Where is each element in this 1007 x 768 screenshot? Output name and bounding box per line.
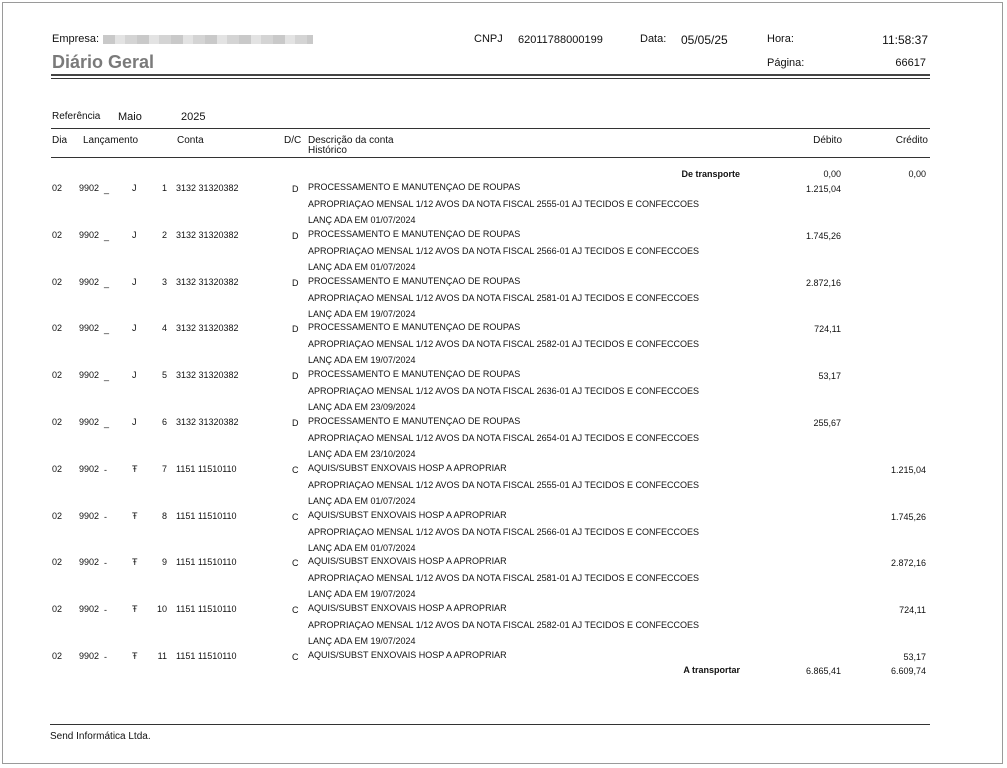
- entry-dia: 02: [52, 277, 63, 287]
- entry-credito: 2.872,16: [890, 558, 926, 568]
- entry-lancamento: 9902: [79, 277, 100, 287]
- col-descricao: Descrição da conta: [308, 135, 394, 146]
- col-debito: Débito: [813, 135, 842, 146]
- entry-dc: D: [292, 184, 299, 194]
- entry-historico-line2: LANÇ ADA EM 01/07/2024: [308, 262, 416, 272]
- entry-credito: 724,11: [899, 605, 926, 615]
- footer-rule: [50, 724, 930, 725]
- header-rule-top: [51, 74, 930, 76]
- entry-descricao: PROCESSAMENTO E MANUTENÇAO DE ROUPAS: [308, 369, 521, 379]
- entry-debito: 255,67: [813, 418, 841, 428]
- entry-dia: 02: [52, 557, 63, 567]
- entry-descricao: PROCESSAMENTO E MANUTENÇAO DE ROUPAS: [308, 276, 521, 286]
- entry-debito: 724,11: [814, 324, 841, 334]
- entry-lancamento-dash: _: [104, 278, 110, 288]
- entry-seq: 4: [161, 323, 167, 333]
- entry-historico-line1: APROPRIAÇAO MENSAL 1/12 AVOS DA NOTA FISCAL 2636-01 AJ TECIDOS E CONFECCOES: [308, 386, 699, 396]
- entry-conta: 1151 11510110: [176, 557, 237, 567]
- entry-dia: 02: [52, 370, 63, 380]
- col-lancamento: Lançamento: [83, 135, 139, 146]
- entry-dc: D: [292, 278, 299, 288]
- col-conta: Conta: [177, 135, 204, 146]
- entry-dia: 02: [52, 323, 63, 333]
- entry-seq: 1: [161, 183, 167, 193]
- a-transportar-label: A transportar: [683, 665, 740, 675]
- referencia-year: 2025: [181, 111, 206, 123]
- a-transportar-debito: 6.865,41: [805, 666, 841, 676]
- entry-descricao: AQUIS/SUBST ENXOVAIS HOSP A APROPRIAR: [308, 650, 507, 660]
- entry-conta: 1151 11510110: [176, 511, 237, 521]
- entry-mark: Ŧ: [132, 604, 138, 614]
- entry-descricao: AQUIS/SUBST ENXOVAIS HOSP A APROPRIAR: [308, 463, 507, 473]
- entry-mark: J: [132, 370, 137, 380]
- entry-mark: J: [132, 230, 137, 240]
- table-head-rule-bottom: [51, 157, 930, 158]
- entry-historico-line1: APROPRIAÇAO MENSAL 1/12 AVOS DA NOTA FISCAL 2581-01 AJ TECIDOS E CONFECCOES: [308, 293, 699, 303]
- entry-lancamento: 9902: [79, 230, 100, 240]
- entry-dia: 02: [52, 511, 63, 521]
- entry-lancamento-dash: _: [104, 324, 110, 334]
- entry-lancamento-dash: -: [104, 465, 107, 475]
- entry-lancamento: 9902: [79, 183, 100, 193]
- entry-credito: 1.215,04: [890, 465, 926, 475]
- entry-lancamento: 9902: [79, 464, 100, 474]
- entry-seq: 10: [156, 604, 167, 614]
- data-label: Data:: [640, 33, 667, 45]
- entry-descricao: AQUIS/SUBST ENXOVAIS HOSP A APROPRIAR: [308, 603, 507, 613]
- entry-lancamento-dash: _: [104, 231, 110, 241]
- entry-credito: 1.745,26: [890, 512, 926, 522]
- de-transporte-debito: 0,00: [823, 169, 841, 179]
- entry-historico-line1: APROPRIAÇAO MENSAL 1/12 AVOS DA NOTA FISCAL 2566-01 AJ TECIDOS E CONFECCOES: [308, 527, 699, 537]
- entry-dc: C: [292, 465, 299, 475]
- entry-seq: 2: [161, 230, 167, 240]
- pagina-value: 66617: [895, 57, 926, 69]
- hora-label: Hora:: [767, 33, 794, 45]
- entry-lancamento: 9902: [79, 323, 100, 333]
- entry-seq: 5: [161, 370, 167, 380]
- entry-lancamento-dash: _: [104, 371, 110, 381]
- entry-historico-line2: LANÇ ADA EM 01/07/2024: [308, 496, 416, 506]
- entry-dc: C: [292, 605, 299, 615]
- entry-lancamento-dash: -: [104, 652, 107, 662]
- col-dia: Dia: [52, 135, 68, 146]
- entry-mark: J: [132, 417, 137, 427]
- entry-historico-line2: LANÇ ADA EM 01/07/2024: [308, 543, 416, 553]
- entry-lancamento: 9902: [79, 370, 100, 380]
- entry-debito: 2.872,16: [805, 278, 841, 288]
- entry-historico-line2: LANÇ ADA EM 23/09/2024: [308, 402, 416, 412]
- cnpj-label: CNPJ: [474, 33, 503, 45]
- entry-conta: 3132 31320382: [176, 417, 239, 427]
- entry-dia: 02: [52, 417, 63, 427]
- entry-lancamento-dash: -: [104, 605, 107, 615]
- page-title: Diário Geral: [52, 52, 155, 72]
- entry-descricao: PROCESSAMENTO E MANUTENÇAO DE ROUPAS: [308, 229, 521, 239]
- entry-historico-line1: APROPRIAÇAO MENSAL 1/12 AVOS DA NOTA FISCAL 2555-01 AJ TECIDOS E CONFECCOES: [308, 199, 699, 209]
- header-rule-bottom: [51, 78, 930, 79]
- entry-historico-line1: APROPRIAÇAO MENSAL 1/12 AVOS DA NOTA FISCAL 2582-01 AJ TECIDOS E CONFECCOES: [308, 339, 699, 349]
- entry-historico-line2: LANÇ ADA EM 23/10/2024: [308, 449, 416, 459]
- entry-descricao: PROCESSAMENTO E MANUTENÇAO DE ROUPAS: [308, 416, 521, 426]
- col-credito: Crédito: [895, 135, 928, 146]
- entry-historico-line1: APROPRIAÇAO MENSAL 1/12 AVOS DA NOTA FISCAL 2555-01 AJ TECIDOS E CONFECCOES: [308, 480, 699, 490]
- entry-dc: D: [292, 418, 299, 428]
- entry-historico-line1: APROPRIAÇAO MENSAL 1/12 AVOS DA NOTA FISCAL 2582-01 AJ TECIDOS E CONFECCOES: [308, 620, 699, 630]
- col-historico: Histórico: [308, 145, 347, 156]
- hora-value: 11:58:37: [882, 33, 928, 47]
- entry-dc: D: [292, 231, 299, 241]
- entry-conta: 3132 31320382: [176, 230, 239, 240]
- entry-lancamento-dash: _: [104, 184, 110, 194]
- entry-seq: 7: [161, 464, 167, 474]
- report-page: [2, 2, 1003, 764]
- entry-credito: 53,17: [903, 652, 926, 662]
- empresa-name-redacted: [103, 35, 313, 44]
- entry-lancamento-dash: -: [104, 558, 107, 568]
- entry-debito: 1.215,04: [805, 184, 841, 194]
- entry-seq: 8: [161, 511, 167, 521]
- entry-historico-line1: APROPRIAÇAO MENSAL 1/12 AVOS DA NOTA FISCAL 2581-01 AJ TECIDOS E CONFECCOES: [308, 573, 699, 583]
- entry-historico-line2: LANÇ ADA EM 19/07/2024: [308, 355, 416, 365]
- entry-lancamento: 9902: [79, 557, 100, 567]
- de-transporte-label: De transporte: [681, 169, 740, 179]
- a-transportar-credito: 6.609,74: [890, 666, 926, 676]
- entry-dia: 02: [52, 604, 63, 614]
- entry-conta: 1151 11510110: [176, 604, 237, 614]
- entry-historico-line1: APROPRIAÇAO MENSAL 1/12 AVOS DA NOTA FISCAL 2566-01 AJ TECIDOS E CONFECCOES: [308, 246, 699, 256]
- entry-seq: 3: [161, 277, 167, 287]
- referencia-month: Maio: [118, 111, 142, 123]
- entry-dc: D: [292, 371, 299, 381]
- entry-historico-line2: LANÇ ADA EM 19/07/2024: [308, 636, 416, 646]
- entry-mark: Ŧ: [132, 651, 138, 661]
- entry-dc: C: [292, 512, 299, 522]
- pagina-label: Página:: [767, 57, 805, 69]
- entry-descricao: AQUIS/SUBST ENXOVAIS HOSP A APROPRIAR: [308, 510, 507, 520]
- entry-mark: Ŧ: [132, 464, 138, 474]
- entry-dc: D: [292, 324, 299, 334]
- entry-conta: 1151 11510110: [176, 464, 237, 474]
- entry-dc: C: [292, 652, 299, 662]
- entry-descricao: PROCESSAMENTO E MANUTENÇAO DE ROUPAS: [308, 182, 521, 192]
- entry-lancamento-dash: _: [104, 418, 110, 428]
- entry-mark: J: [132, 323, 137, 333]
- entry-historico-line2: LANÇ ADA EM 19/07/2024: [308, 589, 416, 599]
- entry-seq: 6: [161, 417, 167, 427]
- entry-conta: 3132 31320382: [176, 183, 239, 193]
- entry-mark: Ŧ: [132, 511, 138, 521]
- entry-mark: J: [132, 183, 137, 193]
- entry-conta: 3132 31320382: [176, 277, 239, 287]
- entry-historico-line2: LANÇ ADA EM 19/07/2024: [308, 309, 416, 319]
- entry-debito: 53,17: [818, 371, 841, 381]
- entry-historico-line2: LANÇ ADA EM 01/07/2024: [308, 215, 416, 225]
- entry-dia: 02: [52, 651, 63, 661]
- entry-descricao: AQUIS/SUBST ENXOVAIS HOSP A APROPRIAR: [308, 556, 507, 566]
- entry-lancamento: 9902: [79, 651, 100, 661]
- entry-conta: 3132 31320382: [176, 370, 239, 380]
- data-value: 05/05/25: [681, 33, 728, 47]
- entry-dia: 02: [52, 183, 63, 193]
- referencia-label: Referência: [52, 111, 101, 122]
- entry-debito: 1.745,26: [805, 231, 841, 241]
- entry-historico-line1: APROPRIAÇAO MENSAL 1/12 AVOS DA NOTA FISCAL 2654-01 AJ TECIDOS E CONFECCOES: [308, 433, 699, 443]
- entry-conta: 3132 31320382: [176, 323, 239, 333]
- entry-mark: Ŧ: [132, 557, 138, 567]
- empresa-label: Empresa:: [52, 33, 100, 45]
- entry-lancamento-dash: -: [104, 512, 107, 522]
- entry-lancamento: 9902: [79, 604, 100, 614]
- entry-seq: 11: [157, 651, 167, 661]
- col-dc: D/C: [284, 135, 302, 146]
- entry-conta: 1151 11510110: [176, 651, 237, 661]
- entry-dc: C: [292, 558, 299, 568]
- entry-dia: 02: [52, 464, 63, 474]
- entry-seq: 9: [161, 557, 167, 567]
- entry-lancamento: 9902: [79, 417, 100, 427]
- entry-descricao: PROCESSAMENTO E MANUTENÇAO DE ROUPAS: [308, 322, 521, 332]
- entry-mark: J: [132, 277, 137, 287]
- table-head-rule-top: [51, 128, 930, 129]
- footer-company: Send Informática Ltda.: [50, 731, 151, 742]
- entry-lancamento: 9902: [79, 511, 100, 521]
- cnpj-value: 62011788000199: [518, 34, 603, 46]
- de-transporte-credito: 0,00: [908, 169, 926, 179]
- entry-dia: 02: [52, 230, 63, 240]
